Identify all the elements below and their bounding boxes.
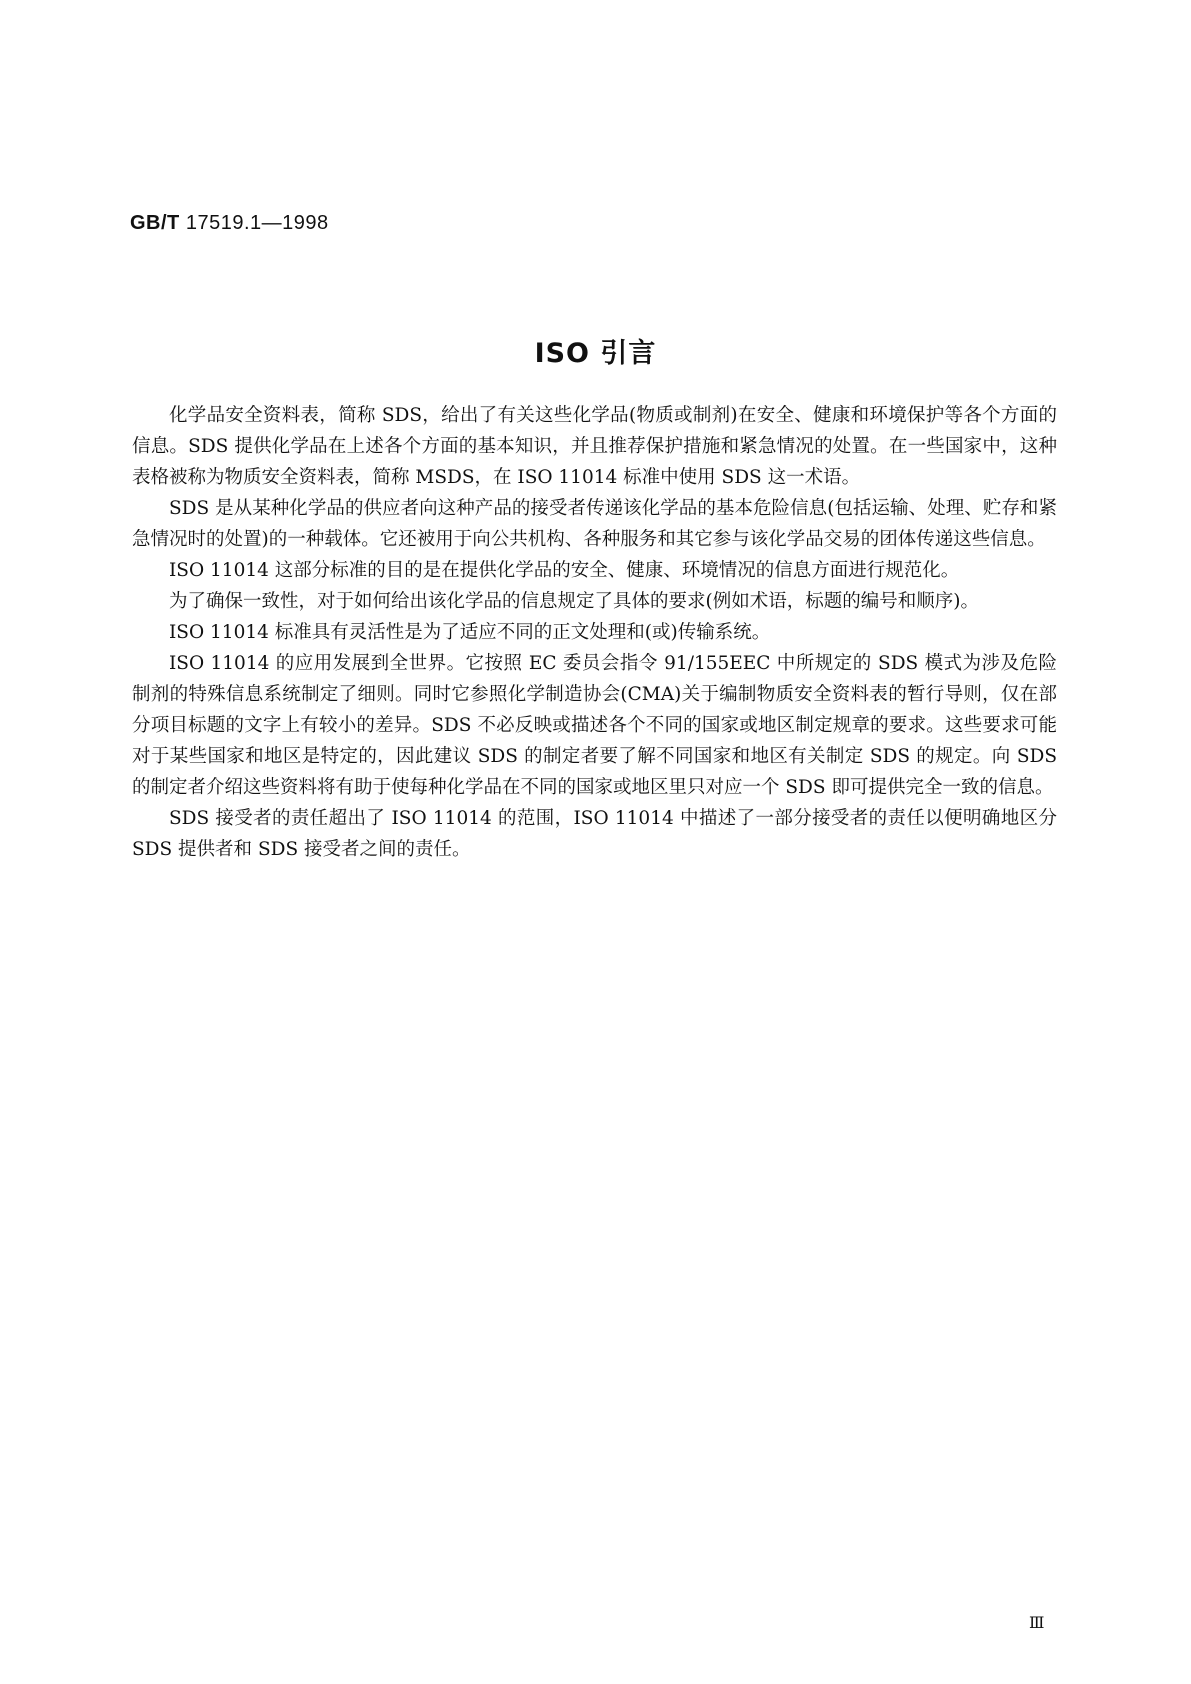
- body-text: [132, 400, 1057, 865]
- page-title: ISO 引言: [534, 338, 657, 369]
- paragraph: ISO 11014 这部分标准的目的是在提供化学品的安全、健康、环境情况的信息方面进行规范化。: [169, 560, 960, 581]
- paragraph: SDS 是从某种化学品的供应者向这种产品的接受者传递该化学品的基本危险信息(包括运输、处理、贮存和紧急情况时的处置)的一种载体。它还被用于向公共机构、各种服务和其它参与该化学品交易的团体传递这些信息。: [132, 498, 1057, 550]
- standard-prefix: GB/T: [130, 212, 180, 234]
- paragraph: ISO 11014 的应用发展到全世界。它按照 EC 委员会指令 91/155EEC 中所规定的 SDS 模式为涉及危险制剂的特殊信息系统制定了细则。同时它参照化学制造协会(CMA)关于编制物质安全资料表的暂行导则，仅在部分项目标题的文字上有较小的差异。SDS 不必反映或描述各个不同的国家或地区制定规章的要求。这些要求可能对于某些国家和地区是特定的，因此建议 SDS 的制定者要了解不同国家和地区有关制定 SDS 的规定。向 SDS 的制定者介绍这些资料将有助于使每种化学品在不同的国家或地区里只对应一个 SDS 即可提供完全一致的信息。: [132, 653, 1057, 798]
- standard-number: 17519.1—1998: [185, 212, 329, 234]
- paragraph: 为了确保一致性，对于如何给出该化学品的信息规定了具体的要求(例如术语，标题的编号和顺序)。: [169, 591, 979, 612]
- page-number: Ⅲ: [1029, 1613, 1044, 1632]
- paragraph: ISO 11014 标准具有灵活性是为了适应不同的正文处理和(或)传输系统。: [169, 622, 771, 643]
- page-header: [130, 212, 329, 235]
- paragraph: SDS 接受者的责任超出了 ISO 11014 的范围，ISO 11014 中描述了一部分接受者的责任以便明确地区分 SDS 提供者和 SDS 接受者之间的责任。: [132, 808, 1057, 860]
- paragraph: 化学品安全资料表，简称 SDS，给出了有关这些化学品(物质或制剂)在安全、健康和环境保护等各个方面的信息。SDS 提供化学品在上述各个方面的基本知识，并且推荐保护措施和紧急情况的处置。在一些国家中，这种表格被称为物质安全资料表，简称 MSDS，在 ISO 11014 标准中使用 SDS 这一术语。: [132, 405, 1057, 488]
